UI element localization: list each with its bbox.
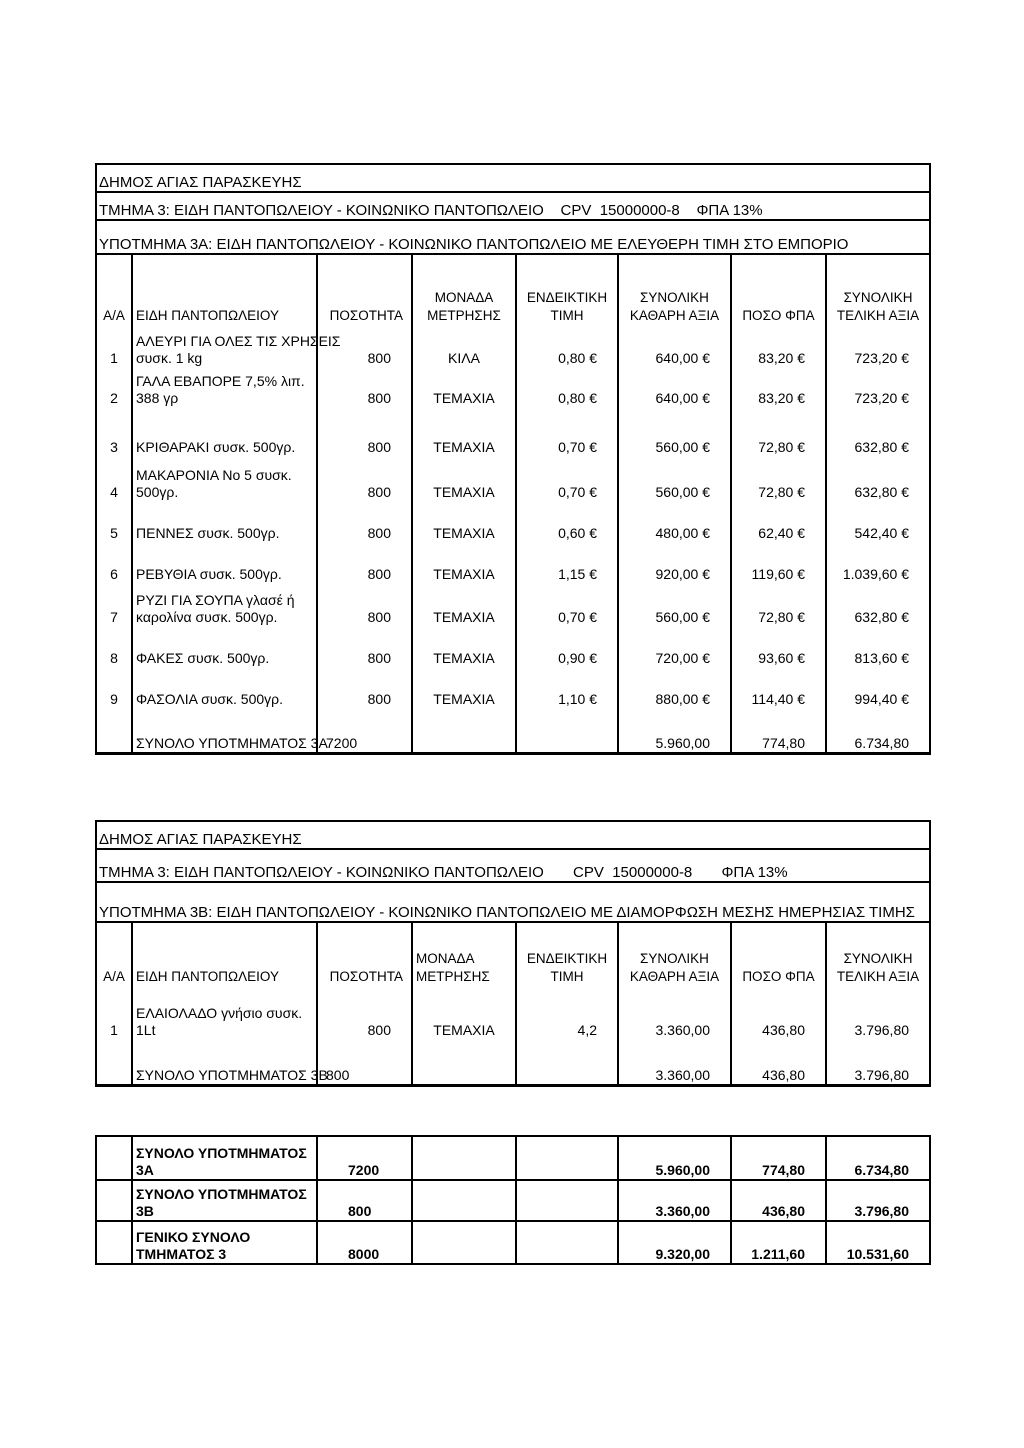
quantity: 800: [317, 542, 412, 583]
unit: ΚΙΛΑ: [412, 325, 516, 367]
row-number: 6: [96, 542, 132, 583]
header-net: ΣΥΝΟΛΙΚΗ ΚΑΘΑΡΗ ΑΞΙΑ: [618, 922, 731, 986]
total-label: ΣΥΝΟΛΟ ΥΠΟΤΜΗΜΑΤΟΣ 3Α: [132, 708, 317, 753]
table-row: [96, 626, 930, 667]
summary-net: 3.360,00: [618, 1180, 731, 1221]
header-price: ΕΝΔΕΙΚΤΙΚΗ ΤΙΜΗ: [516, 922, 618, 986]
row-number: 9: [96, 667, 132, 708]
price: 0,60 €: [516, 501, 618, 542]
table-row: [96, 367, 930, 407]
row-number: 7: [96, 583, 132, 626]
net-value: 720,00 €: [618, 626, 731, 667]
item-name: ΡΕΒΥΘΙΑ συσκ. 500γρ.: [132, 542, 317, 583]
total-value: 813,60 €: [826, 626, 930, 667]
header-item: ΕΙΔΗ ΠΑΝΤΟΠΩΛΕΙΟΥ: [132, 922, 317, 986]
summary-row: [96, 1180, 930, 1221]
table-row: [96, 667, 930, 708]
total-label: ΣΥΝΟΛΟ ΥΠΟΤΜΗΜΑΤΟΣ 3Β: [132, 1039, 317, 1085]
row-number: 2: [96, 367, 132, 407]
total-value: 542,40 €: [826, 501, 930, 542]
summary-vat: 774,80: [731, 1136, 826, 1180]
table-row: [96, 407, 930, 456]
item-name: ΜΑΚΑΡΟΝΙΑ Νο 5 συσκ. 500γρ.: [132, 456, 317, 501]
item-name: ΡΥΖΙ ΓΙΑ ΣΟΥΠΑ γλασέ ή καρολίνα συσκ. 500γρ.: [132, 583, 317, 626]
row-number: 1: [96, 325, 132, 367]
department-title: ΤΜΗΜΑ 3: ΕΙΔΗ ΠΑΝΤΟΠΩΛΕΙΟΥ - ΚΟΙΝΩΝΙΚΟ ΠΑΝΤΟΠΩΛΕΙΟ CPV 15000000-8 ΦΠΑ 13%: [96, 192, 930, 220]
price: 0,80 €: [516, 325, 618, 367]
subsection-3b-table: [95, 820, 931, 1087]
unit: ΤΕΜΑΧΙΑ: [412, 542, 516, 583]
summary-qty: 8000: [317, 1221, 412, 1264]
total-value: 994,40 €: [826, 667, 930, 708]
price: 0,80 €: [516, 367, 618, 407]
price: 0,90 €: [516, 626, 618, 667]
grand-total-row: [96, 1221, 930, 1264]
summary-net: 9.320,00: [618, 1221, 731, 1264]
table-row: [96, 542, 930, 583]
header-aa: Α/Α: [96, 922, 132, 986]
total-qty: 7200: [317, 708, 412, 753]
total-vat: 436,80: [731, 1039, 826, 1085]
net-value: 480,00 €: [618, 501, 731, 542]
vat-amount: 83,20 €: [731, 325, 826, 367]
unit: ΤΕΜΑΧΙΑ: [412, 626, 516, 667]
summary-label: ΣΥΝΟΛΟ ΥΠΟΤΜΗΜΑΤΟΣ 3Β: [132, 1180, 317, 1221]
header-item: ΕΙΔΗ ΠΑΝΤΟΠΩΛΕΙΟΥ: [132, 254, 317, 325]
row-number: 4: [96, 456, 132, 501]
total-value: 632,80 €: [826, 456, 930, 501]
total-value: 3.796,80: [826, 986, 930, 1039]
table-row: [96, 456, 930, 501]
unit: ΤΕΜΑΧΙΑ: [412, 367, 516, 407]
total-value: 723,20 €: [826, 367, 930, 407]
header-unit: ΜΟΝΑΔΑ ΜΕΤΡΗΣΗΣ: [412, 922, 516, 986]
price: 0,70 €: [516, 456, 618, 501]
total-net: 3.360,00: [618, 1039, 731, 1085]
item-name: ΕΛΑΙΟΛΑΔΟ γνήσιο συσκ. 1Lt: [132, 986, 317, 1039]
quantity: 800: [317, 407, 412, 456]
unit: ΤΕΜΑΧΙΑ: [412, 583, 516, 626]
quantity: 800: [317, 583, 412, 626]
header-unit: ΜΟΝΑΔΑ ΜΕΤΡΗΣΗΣ: [412, 254, 516, 325]
vat-amount: 72,80 €: [731, 407, 826, 456]
net-value: 560,00 €: [618, 407, 731, 456]
row-number: 8: [96, 626, 132, 667]
total-vat: 774,80: [731, 708, 826, 753]
summary-net: 5.960,00: [618, 1136, 731, 1180]
net-value: 560,00 €: [618, 456, 731, 501]
summary-total: 3.796,80: [826, 1180, 930, 1221]
price: 4,2: [516, 986, 618, 1039]
summary-total: 6.734,80: [826, 1136, 930, 1180]
summary-label: ΓΕΝΙΚΟ ΣΥΝΟΛΟ ΤΜΗΜΑΤΟΣ 3: [132, 1221, 317, 1264]
price: 0,70 €: [516, 583, 618, 626]
vat-amount: 436,80: [731, 986, 826, 1039]
municipality-title: ΔΗΜΟΣ ΑΓΙΑΣ ΠΑΡΑΣΚΕΥΗΣ: [96, 164, 930, 192]
net-value: 640,00 €: [618, 325, 731, 367]
municipality-title: ΔΗΜΟΣ ΑΓΙΑΣ ΠΑΡΑΣΚΕΥΗΣ: [96, 821, 930, 849]
summary-label: ΣΥΝΟΛΟ ΥΠΟΤΜΗΜΑΤΟΣ 3Α: [132, 1136, 317, 1180]
table-row: [96, 583, 930, 626]
item-name: ΚΡΙΘΑΡΑΚΙ συσκ. 500γρ.: [132, 407, 317, 456]
subsection-total-row: [96, 708, 930, 753]
total-net: 5.960,00: [618, 708, 731, 753]
quantity: 800: [317, 325, 412, 367]
summary-vat: 1.211,60: [731, 1221, 826, 1264]
vat-amount: 72,80 €: [731, 456, 826, 501]
row-number: 3: [96, 407, 132, 456]
header-vat: ΠΟΣΟ ΦΠΑ: [731, 254, 826, 325]
subsection-3a-table: [95, 163, 931, 755]
total-final: 3.796,80: [826, 1039, 930, 1085]
net-value: 920,00 €: [618, 542, 731, 583]
summary-vat: 436,80: [731, 1180, 826, 1221]
total-final: 6.734,80: [826, 708, 930, 753]
total-value: 632,80 €: [826, 583, 930, 626]
header-qty: ΠΟΣΟΤΗΤΑ: [317, 254, 412, 325]
net-value: 880,00 €: [618, 667, 731, 708]
unit: ΤΕΜΑΧΙΑ: [412, 986, 516, 1039]
vat-amount: 93,60 €: [731, 626, 826, 667]
price: 1,15 €: [516, 542, 618, 583]
quantity: 800: [317, 367, 412, 407]
item-name: ΠΕΝΝΕΣ συσκ. 500γρ.: [132, 501, 317, 542]
subsection-title: ΥΠΟΤΜΗΜΑ 3Β: ΕΙΔΗ ΠΑΝΤΟΠΩΛΕΙΟΥ - ΚΟΙΝΩΝΙΚΟ ΠΑΝΤΟΠΩΛΕΙΟ ΜΕ ΔΙΑΜΟΡΦΩΣΗ ΜΕΣΗΣ ΗΜΕΡΗΣΙΑΣ ΤΙΜΗΣ: [96, 882, 930, 922]
department-title: ΤΜΗΜΑ 3: ΕΙΔΗ ΠΑΝΤΟΠΩΛΕΙΟΥ - ΚΟΙΝΩΝΙΚΟ ΠΑΝΤΟΠΩΛΕΙΟ CPV 15000000-8 ΦΠΑ 13%: [96, 849, 930, 882]
header-total: ΣΥΝΟΛΙΚΗ ΤΕΛΙΚΗ ΑΞΙΑ: [826, 922, 930, 986]
header-vat: ΠΟΣΟ ΦΠΑ: [731, 922, 826, 986]
header-price: ΕΝΔΕΙΚΤΙΚΗ ΤΙΜΗ: [516, 254, 618, 325]
item-name: ΦΑΚΕΣ συσκ. 500γρ.: [132, 626, 317, 667]
unit: ΤΕΜΑΧΙΑ: [412, 667, 516, 708]
quantity: 800: [317, 501, 412, 542]
table-row: [96, 986, 930, 1039]
summary-row: [96, 1136, 930, 1180]
vat-amount: 83,20 €: [731, 367, 826, 407]
total-value: 1.039,60 €: [826, 542, 930, 583]
row-number: 5: [96, 501, 132, 542]
item-name: ΦΑΣΟΛΙΑ συσκ. 500γρ.: [132, 667, 317, 708]
grand-summary-table: [95, 1135, 931, 1265]
unit: ΤΕΜΑΧΙΑ: [412, 501, 516, 542]
net-value: 560,00 €: [618, 583, 731, 626]
total-qty: 800: [317, 1039, 412, 1085]
subsection-title: ΥΠΟΤΜΗΜΑ 3Α: ΕΙΔΗ ΠΑΝΤΟΠΩΛΕΙΟΥ - ΚΟΙΝΩΝΙΚΟ ΠΑΝΤΟΠΩΛΕΙΟ ΜΕ ΕΛΕΥΘΕΡΗ ΤΙΜΗ ΣΤΟ ΕΜΠΟΡΙΟ: [96, 220, 930, 254]
vat-amount: 114,40 €: [731, 667, 826, 708]
summary-qty: 800: [317, 1180, 412, 1221]
vat-amount: 72,80 €: [731, 583, 826, 626]
item-name: ΓΑΛΑ ΕΒΑΠΟΡΕ 7,5% λιπ. 388 γρ: [132, 367, 317, 407]
header-total: ΣΥΝΟΛΙΚΗ ΤΕΛΙΚΗ ΑΞΙΑ: [826, 254, 930, 325]
table-row: [96, 325, 930, 367]
subsection-total-row: [96, 1039, 930, 1085]
vat-amount: 62,40 €: [731, 501, 826, 542]
quantity: 800: [317, 626, 412, 667]
price: 1,10 €: [516, 667, 618, 708]
summary-qty: 7200: [317, 1136, 412, 1180]
table-row: [96, 501, 930, 542]
net-value: 640,00 €: [618, 367, 731, 407]
price: 0,70 €: [516, 407, 618, 456]
header-aa: Α/Α: [96, 254, 132, 325]
header-net: ΣΥΝΟΛΙΚΗ ΚΑΘΑΡΗ ΑΞΙΑ: [618, 254, 731, 325]
quantity: 800: [317, 667, 412, 708]
summary-total: 10.531,60: [826, 1221, 930, 1264]
vat-amount: 119,60 €: [731, 542, 826, 583]
total-value: 632,80 €: [826, 407, 930, 456]
net-value: 3.360,00: [618, 986, 731, 1039]
unit: ΤΕΜΑΧΙΑ: [412, 456, 516, 501]
unit: ΤΕΜΑΧΙΑ: [412, 407, 516, 456]
item-name: ΑΛΕΥΡΙ ΓΙΑ ΟΛΕΣ ΤΙΣ ΧΡΗΣΕΙΣ συσκ. 1 kg: [132, 325, 317, 367]
quantity: 800: [317, 986, 412, 1039]
row-number: 1: [96, 986, 132, 1039]
quantity: 800: [317, 456, 412, 501]
header-qty: ΠΟΣΟΤΗΤΑ: [317, 922, 412, 986]
total-value: 723,20 €: [826, 325, 930, 367]
